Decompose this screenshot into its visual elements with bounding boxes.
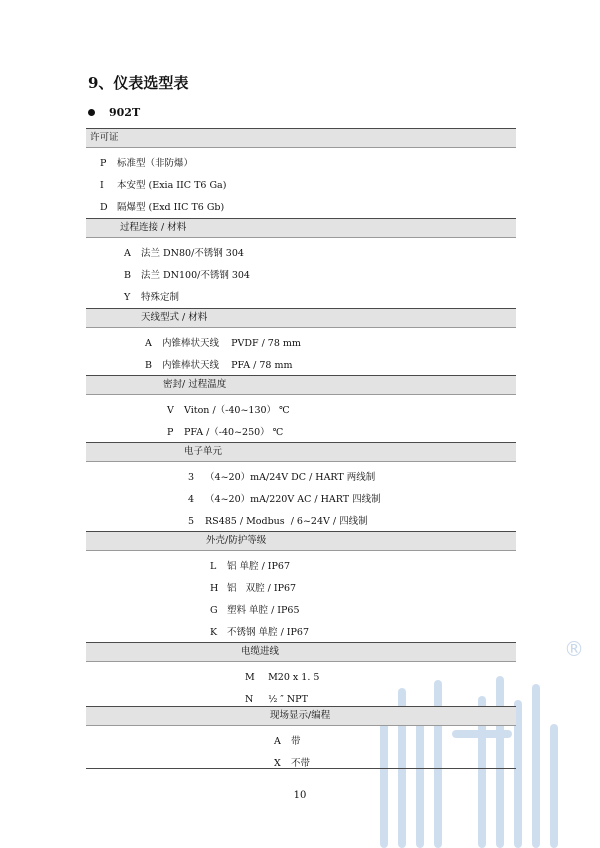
option-code: 3	[188, 472, 195, 483]
option-code: M	[245, 672, 255, 683]
option-code: A	[145, 338, 152, 349]
option-row	[145, 338, 301, 350]
option-code: K	[210, 627, 218, 638]
option-description: 法兰 DN80/不锈钢 304	[141, 248, 244, 259]
category-header	[86, 706, 516, 726]
category-title: 过程连接 / 材料	[120, 222, 187, 233]
option-description: 不锈钢 单腔 / IP67	[227, 627, 310, 638]
option-code: I	[100, 180, 104, 191]
option-code: L	[210, 561, 217, 572]
table-bottom-rule	[86, 768, 516, 769]
model-name: 902T	[109, 106, 141, 119]
option-code: N	[245, 694, 254, 705]
category-title: 许可证	[90, 132, 119, 143]
bullet-icon	[88, 109, 95, 116]
option-code: 4	[188, 494, 195, 505]
option-row	[167, 405, 290, 417]
option-description: 塑料 单腔 / IP65	[227, 605, 300, 616]
option-row	[124, 270, 250, 282]
option-code: H	[210, 583, 219, 594]
option-code: X	[274, 758, 281, 769]
category-header	[86, 218, 516, 238]
option-row	[188, 472, 375, 484]
option-code: A	[124, 248, 131, 259]
category-title: 电缆进线	[241, 646, 280, 657]
category-header	[86, 642, 516, 662]
category-title: 外壳/防护等级	[206, 535, 267, 546]
option-row	[100, 202, 224, 214]
option-row	[210, 583, 296, 595]
section-heading: 9、仪表选型表	[88, 74, 189, 92]
option-code: P	[100, 158, 107, 169]
option-row	[210, 605, 300, 617]
option-row	[274, 736, 301, 748]
option-row	[100, 180, 226, 192]
option-description: 标准型（非防爆）	[117, 158, 194, 169]
option-code: B	[124, 270, 131, 281]
category-header	[86, 308, 516, 328]
model-label	[88, 106, 140, 119]
category-title: 电子单元	[184, 446, 223, 457]
option-code: G	[210, 605, 218, 616]
registered-mark: ®	[564, 640, 584, 661]
option-code: P	[167, 427, 174, 438]
option-description: 本安型 (Exia IIC T6 Ga)	[117, 180, 227, 191]
option-row	[167, 427, 283, 439]
category-header	[86, 375, 516, 395]
page-number: 10	[293, 790, 307, 801]
option-description: 内锥棒状天线 PFA / 78 mm	[162, 360, 293, 371]
option-description: M20 x 1. 5	[262, 672, 320, 683]
option-row	[210, 627, 309, 639]
option-code: V	[167, 405, 174, 416]
option-description: PFA /（-40~250） ℃	[184, 427, 284, 438]
option-row	[145, 360, 293, 372]
category-header	[86, 128, 516, 148]
option-description: Viton /（-40~130） ℃	[184, 405, 290, 416]
option-code: Y	[124, 292, 131, 303]
option-row	[210, 561, 290, 573]
option-description: ½ ″ NPT	[262, 694, 308, 705]
option-row	[124, 248, 244, 260]
option-description: 铝 双腔 / IP67	[227, 583, 297, 594]
option-description: 带	[291, 736, 301, 747]
option-code: B	[145, 360, 152, 371]
option-code: A	[274, 736, 281, 747]
option-row	[245, 672, 319, 684]
option-description: 特殊定制	[141, 292, 180, 303]
category-title: 密封/ 过程温度	[163, 379, 227, 390]
category-header	[86, 442, 516, 462]
option-code: 5	[188, 516, 195, 527]
option-row	[245, 694, 308, 706]
option-description: RS485 / Modbus / 6~24V / 四线制	[205, 516, 368, 527]
option-description: 内锥棒状天线 PVDF / 78 mm	[162, 338, 301, 349]
option-row	[124, 292, 179, 304]
option-row	[188, 516, 368, 528]
category-title: 天线型式 / 材料	[141, 312, 208, 323]
option-row	[188, 494, 381, 506]
option-description: 隔爆型 (Exd IIC T6 Gb)	[117, 202, 225, 213]
option-description: （4~20）mA/24V DC / HART 两线制	[205, 472, 376, 483]
option-description: 法兰 DN100/不锈钢 304	[141, 270, 250, 281]
option-description: 铝 单腔 / IP67	[227, 561, 291, 572]
option-description: （4~20）mA/220V AC / HART 四线制	[205, 494, 381, 505]
option-row	[100, 158, 193, 170]
category-title: 现场显示/编程	[270, 710, 331, 721]
watermark-logo	[368, 640, 600, 848]
option-code: D	[100, 202, 108, 213]
option-description: 不带	[291, 758, 311, 769]
category-header	[86, 531, 516, 551]
